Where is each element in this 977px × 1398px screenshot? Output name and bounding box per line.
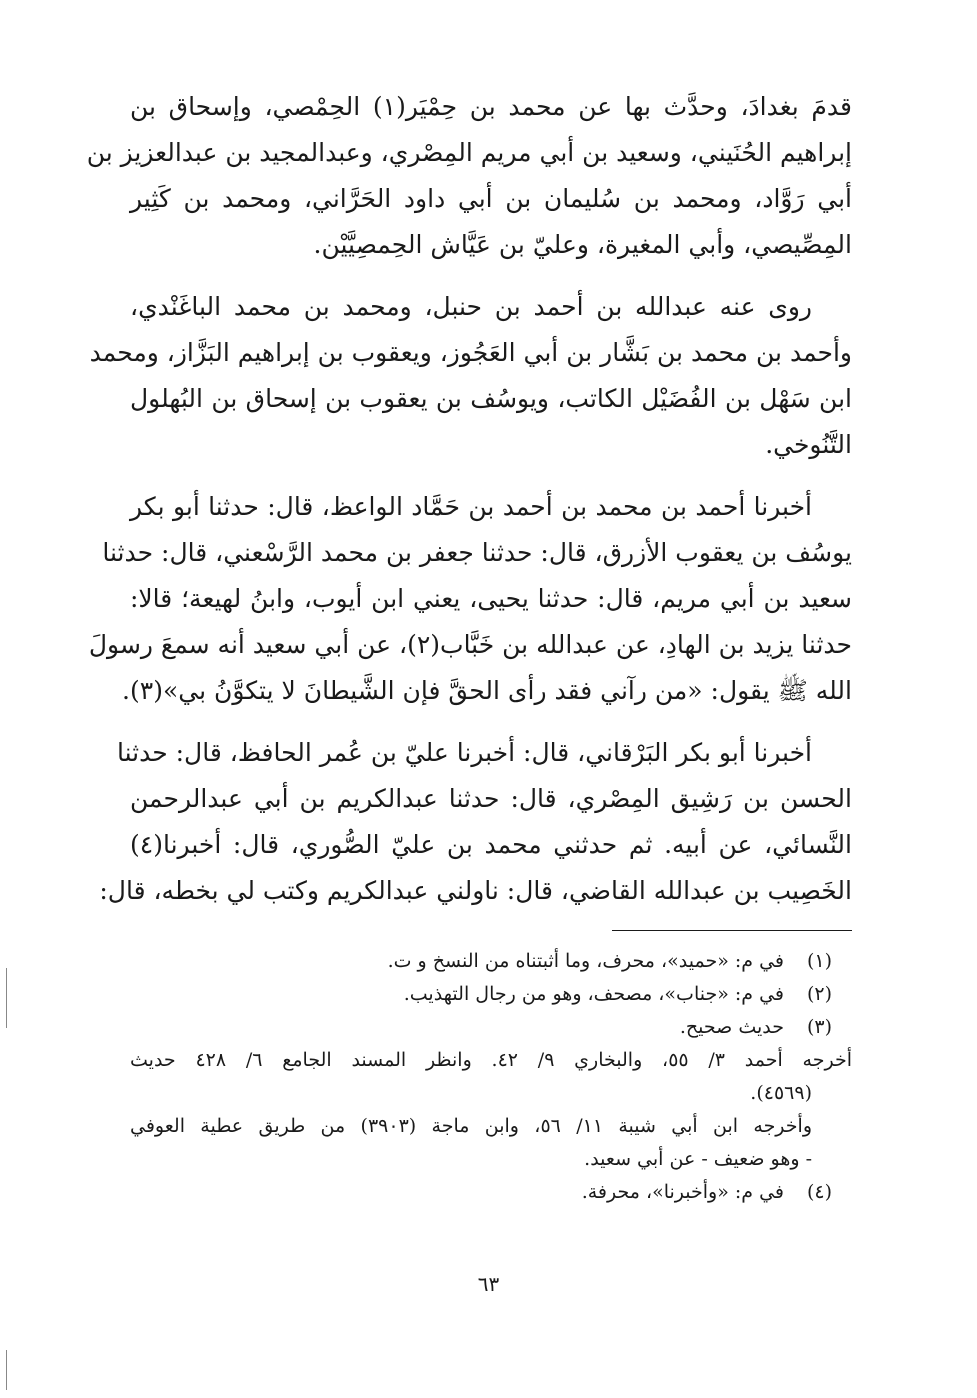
text-line: قدمَ بغدادَ، وحدَّث بها عن محمد بن حِمْيَر(١) الحِمْصي، وإسحاق بن <box>130 92 852 121</box>
footnote-number: (٣) <box>806 1016 832 1038</box>
footnote-1 <box>130 945 832 978</box>
footnote-number: (١) <box>806 950 832 972</box>
footnote-number: (٢) <box>806 983 832 1005</box>
footnote-line: - وهو ضعيف - عن أبي سعيد. <box>584 1148 812 1170</box>
footnote-line: وأخرجه ابن أبي شيبة ١١/ ٥٦، وابن ماجة (٣٩٠٣) من طريق عطية العوفي <box>130 1115 812 1137</box>
footnote-line: أخرجه أحمد ٣/ ٥٥، والبخاري ٩/ ٤٢. وانظر المسند الجامع ٦/ ٤٢٨ حديث <box>130 1049 852 1071</box>
footnote-text: في م: «حميد»، محرف، وما أثبتناه من النسخ و ت. <box>387 950 784 972</box>
footnote-separator <box>612 930 852 931</box>
text-line: أخبرنا أبو بكر البَرْقاني، قال: أخبرنا عليّ بن عُمر الحافظ، قال: حدثنا <box>116 738 812 767</box>
text-line: النَّسائي، عن أبيه. ثم حدثني محمد بن عليّ الصُّوري، قال: أخبرنا(٤) <box>130 830 852 859</box>
footnote-2 <box>130 978 832 1011</box>
footnote-4 <box>130 1176 832 1209</box>
footnote-3-continuation <box>130 1044 852 1176</box>
text-line: المِصِّيصي، وأبي المغيرة، وعليّ بن عَيَّاش الحِمصِيَّيْن. <box>313 230 852 259</box>
text-line: وأحمد بن محمد بن بَشَّار بن أبي العَجُوز، ويعقوب بن إبراهيم البَزَّاز، ومحمد <box>89 338 852 367</box>
paragraph-2 <box>89 284 852 468</box>
footnote-text: حديث صحيح. <box>679 1016 784 1038</box>
footnote-text: في م: «وأخبرنا»، محرفة. <box>581 1181 784 1203</box>
text-line: التَّنُوخي. <box>765 430 852 459</box>
footnote-number: (٤) <box>806 1181 832 1203</box>
text-line: ابن سَهْل بن الفُضَيْل الكاتب، ويوسُف بن يعقوب بن إسحاق بن البُهلول <box>130 384 852 413</box>
text-line: الخَصِيب بن عبدالله القاضي، قال: ناولني عبدالكريم وكتب لي بخطه، قال: <box>99 876 852 905</box>
text-line: سعيد بن أبي مريم، قال: حدثنا يحيى، يعني ابن أيوب، وابنُ لهيعة؛ قالا: <box>130 584 852 613</box>
paragraph-4 <box>99 730 852 914</box>
text-line: الحسن بن رَشِيق المِصْري، قال: حدثنا عبدالكريم بن أبي عبدالرحمن <box>130 784 852 813</box>
scan-edge-mark <box>6 1350 7 1390</box>
footnote-3 <box>130 1011 832 1044</box>
text-line: أبي رَوَّاد، ومحمد بن سُليمان بن أبي داود الحَرَّاني، ومحمد بن كَثِير <box>130 184 852 213</box>
text-line: حدثنا يزيد بن الهادِ، عن عبدالله بن خَبَّاب(٢)، عن أبي سعيد أنه سمعَ رسولَ <box>88 630 852 659</box>
text-line: الله ﷺ يقول: «من رآني فقد رأى الحقَّ فإن الشَّيطانَ لا يتكوَّنُ بي»(٣). <box>122 676 852 705</box>
text-line: يوسُف بن يعقوب الأزرق، قال: حدثنا جعفر بن محمد الرَّسْعني، قال: حدثنا <box>102 538 852 567</box>
scan-edge-mark <box>6 968 7 1028</box>
text-line: إبراهيم الحُنَيني، وسعيد بن أبي مريم المِصْري، وعبدالمجيد بن عبدالعزيز بن <box>86 138 852 167</box>
page-body <box>86 84 852 1209</box>
paragraph-1 <box>86 84 852 268</box>
text-line: روى عنه عبدالله بن أحمد بن حنبل، ومحمد بن محمد الباغَنْدي، <box>130 292 812 321</box>
footnotes <box>130 945 852 1209</box>
text-line: أخبرنا أحمد بن محمد بن أحمد بن حَمَّاد الواعظ، قال: حدثنا أبو بكر <box>130 492 812 521</box>
footnote-text: في م: «جناب»، مصحف، وهو من رجال التهذيب. <box>403 983 784 1005</box>
paragraph-3 <box>88 484 852 714</box>
page-number: ٦٣ <box>477 1272 500 1296</box>
footnote-line: (٤٥٦٩). <box>750 1082 812 1104</box>
